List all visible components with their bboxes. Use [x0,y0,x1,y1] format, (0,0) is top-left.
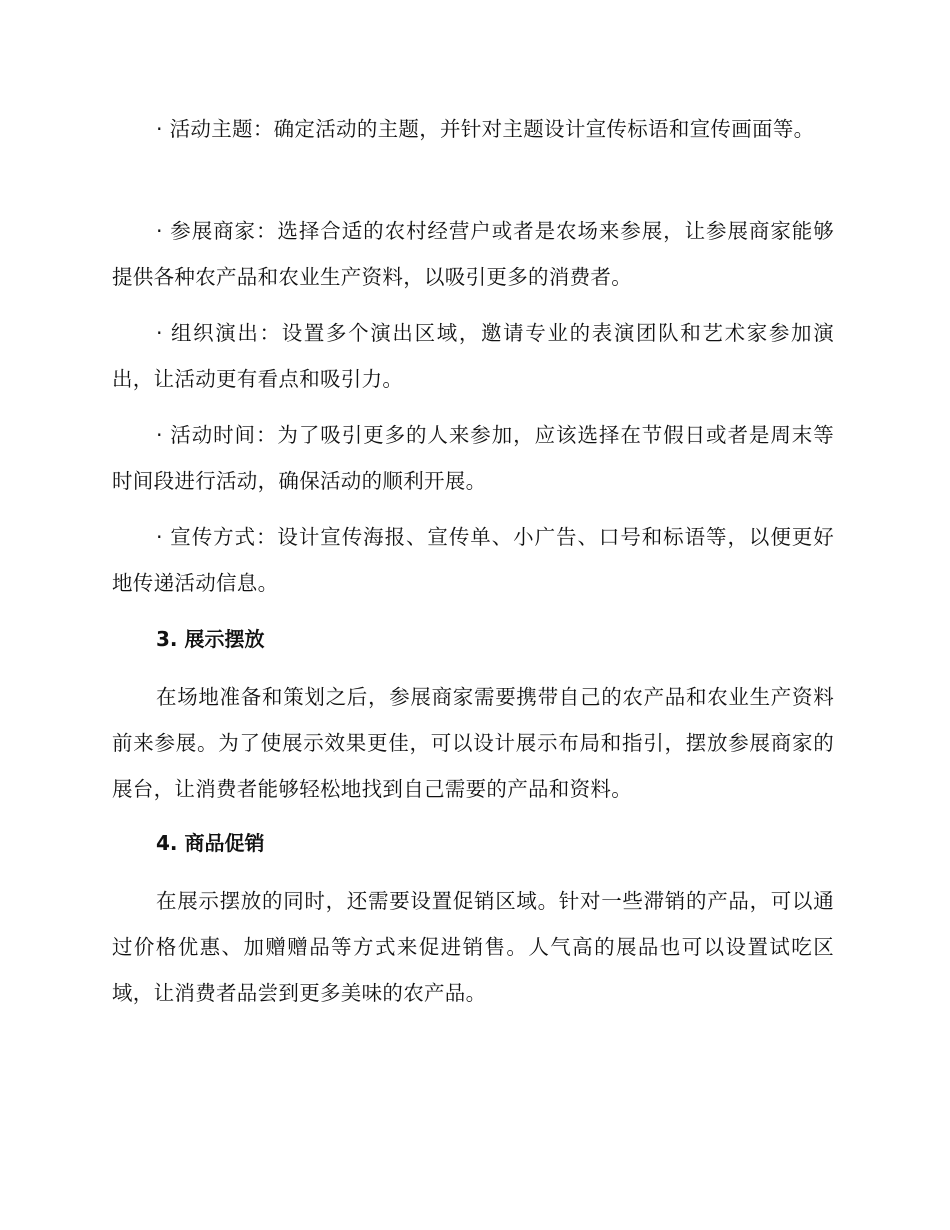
section-4-heading: 4. 商品促销 [156,831,265,855]
bullet-activity-time: · 活动时间：为了吸引更多的人来参加，应该选择在节假日或者是周末等时间段进行活动，确保活动的顺利开展。 [112,423,834,493]
section-3-heading: 3. 展示摆放 [156,627,265,651]
bullet-performances: · 组织演出：设置多个演出区域，邀请专业的表演团队和艺术家参加演出，让活动更有看点和吸引力。 [112,321,834,391]
bullet-exhibitors: · 参展商家：选择合适的农村经营户或者是农场来参展，让参展商家能够提供各种农产品和农业生产资料，以吸引更多的消费者。 [112,219,834,289]
bullet-activity-theme: · 活动主题：确定活动的主题，并针对主题设计宣传标语和宣传画面等。 [156,117,815,141]
bullet-promotion-method: · 宣传方式：设计宣传海报、宣传单、小广告、口号和标语等，以便更好地传递活动信息。 [112,525,834,595]
section-3-paragraph: 在场地准备和策划之后，参展商家需要携带自己的农产品和农业生产资料前来参展。为了使展示效果更佳，可以设计展示布局和指引，摆放参展商家的展台，让消费者能够轻松地找到自己需要的产品和资料。 [112,685,834,801]
section-4-paragraph: 在展示摆放的同时，还需要设置促销区域。针对一些滞销的产品，可以通过价格优惠、加赠赠品等方式来促进销售。人气高的展品也可以设置试吃区域，让消费者品尝到更多美味的农产品。 [112,889,834,1005]
